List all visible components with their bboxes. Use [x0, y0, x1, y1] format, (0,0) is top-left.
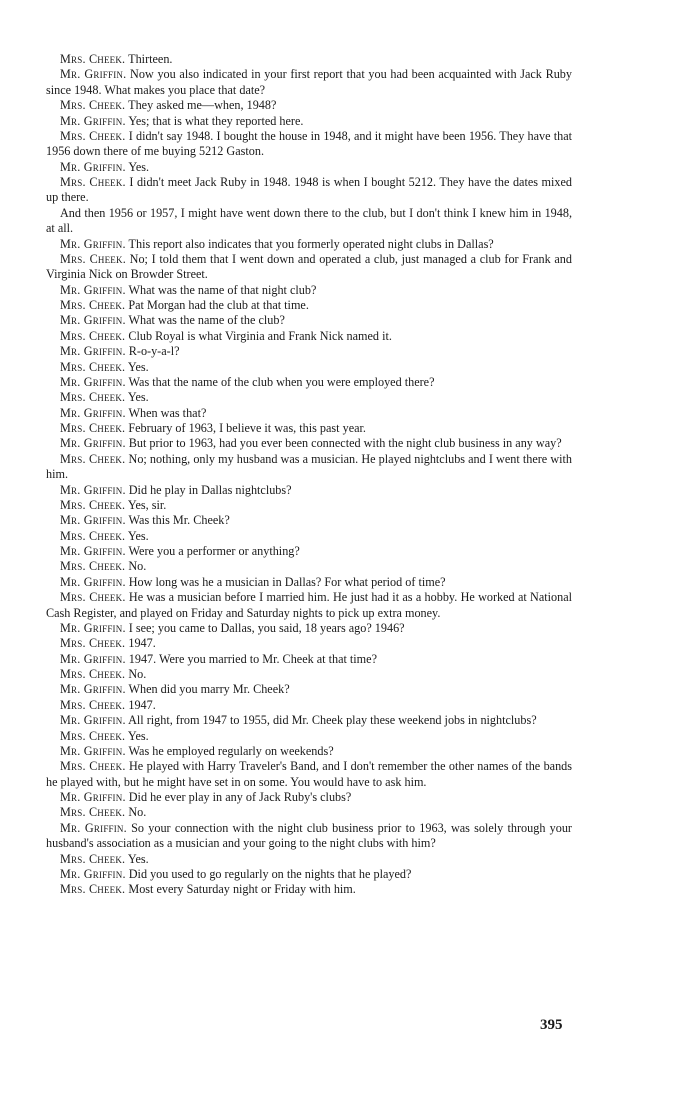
speech-text: Did you used to go regularly on the nights that he played? — [128, 866, 412, 881]
speaker-name: Mr. Griffin. — [60, 713, 126, 728]
transcript-paragraph — [46, 729, 572, 744]
speech-text: But prior to 1963, had you ever been connected with the night club business in any way? — [128, 436, 562, 451]
speech-text: Did he play in Dallas nightclubs? — [128, 482, 292, 497]
speech-text: So your connection with the night club business prior to 1963, was solely through your husband's association as a musician and your going to the night clubs with him? — [46, 820, 572, 851]
speech-text: No. — [128, 559, 147, 574]
transcript-paragraph — [46, 590, 572, 621]
transcript-paragraph — [46, 375, 572, 390]
transcript-paragraph — [46, 237, 572, 252]
transcript-paragraph — [46, 882, 572, 897]
speaker-name: Mrs. Cheek. — [60, 175, 126, 189]
speaker-name: Mr. Griffin. — [60, 67, 127, 82]
speaker-name: Mr. Griffin. — [60, 159, 126, 174]
transcript-paragraph — [46, 698, 572, 713]
speech-text: 1947. — [128, 697, 156, 712]
speaker-name: Mr. Griffin. — [60, 313, 126, 328]
transcript-paragraph — [46, 406, 572, 421]
transcript-paragraph — [46, 114, 572, 129]
transcript-paragraph — [46, 790, 572, 805]
transcript-paragraph — [46, 298, 572, 313]
speaker-name: Mrs. Cheek. — [60, 451, 126, 466]
speaker-name: Mr. Griffin. — [60, 405, 126, 420]
speaker-name: Mr. Griffin. — [60, 790, 126, 804]
transcript-paragraph — [46, 744, 572, 759]
speech-text: R-o-y-a-l? — [128, 344, 180, 359]
speaker-name: Mr. Griffin. — [60, 282, 126, 297]
speaker-name: Mr. Griffin. — [60, 113, 126, 128]
speaker-name: Mr. Griffin. — [60, 513, 126, 528]
transcript-paragraph — [46, 513, 572, 528]
transcript-body — [46, 52, 572, 898]
speaker-name: Mrs. Cheek. — [60, 528, 126, 543]
transcript-paragraph — [46, 52, 572, 67]
transcript-paragraph — [46, 852, 572, 867]
speaker-name: Mr. Griffin. — [60, 374, 126, 389]
speech-text: What was the name of that night club? — [128, 282, 317, 297]
speaker-name: Mr. Griffin. — [60, 820, 127, 835]
transcript-paragraph — [46, 652, 572, 667]
speech-text: No; I told them that I went down and operated a club, just managed a club for Frank and Virginia Nick on Browder Street. — [46, 251, 572, 282]
speaker-name: Mr. Griffin. — [60, 651, 126, 666]
speech-text: Was he employed regularly on weekends? — [128, 743, 334, 758]
transcript-paragraph — [46, 452, 572, 483]
speech-text: What was the name of the club? — [128, 313, 285, 328]
speaker-name: Mrs. Cheek. — [60, 298, 126, 312]
transcript-paragraph — [46, 544, 572, 559]
speech-text: Yes. — [128, 159, 150, 174]
transcript-paragraph — [46, 252, 572, 283]
speaker-name: Mrs. Cheek. — [60, 128, 126, 143]
speech-text: Thirteen. — [128, 52, 173, 66]
transcript-paragraph — [46, 575, 572, 590]
transcript-paragraph — [46, 636, 572, 651]
transcript-paragraph — [46, 313, 572, 328]
speech-text: 1947. Were you married to Mr. Cheek at that time? — [128, 651, 377, 666]
speech-text: Yes; that is what they reported here. — [128, 113, 304, 128]
speech-text: Club Royal is what Virginia and Frank Nick named it. — [128, 328, 392, 343]
speaker-name: Mrs. Cheek. — [60, 328, 126, 343]
transcript-paragraph — [46, 329, 572, 344]
speaker-name: Mrs. Cheek. — [60, 559, 126, 574]
transcript-paragraph — [46, 667, 572, 682]
speaker-name: Mr. Griffin. — [60, 574, 126, 589]
speaker-name: Mrs. Cheek. — [60, 421, 126, 435]
speaker-name: Mrs. Cheek. — [60, 759, 126, 774]
transcript-paragraph — [46, 206, 572, 237]
transcript-paragraph — [46, 713, 572, 728]
speech-text: Yes. — [127, 728, 149, 743]
speech-text: All right, from 1947 to 1955, did Mr. Cheek play these weekend jobs in nightclubs? — [128, 713, 537, 728]
speaker-name: Mr. Griffin. — [60, 743, 126, 758]
speaker-name: Mr. Griffin. — [60, 236, 126, 251]
transcript-paragraph — [46, 421, 572, 436]
speech-text: This report also indicates that you formerly operated night clubs in Dallas? — [128, 236, 494, 251]
transcript-paragraph — [46, 821, 572, 852]
transcript-paragraph — [46, 759, 572, 790]
speaker-name: Mr. Griffin. — [60, 682, 126, 697]
transcript-paragraph — [46, 129, 572, 160]
speaker-name: Mrs. Cheek. — [60, 636, 126, 651]
speaker-name: Mr. Griffin. — [60, 344, 126, 359]
transcript-paragraph — [46, 390, 572, 405]
speaker-name: Mrs. Cheek. — [60, 390, 126, 405]
speech-text: Did he ever play in any of Jack Ruby's clubs? — [128, 790, 352, 804]
speaker-name: Mr. Griffin. — [60, 620, 126, 635]
speaker-name: Mrs. Cheek. — [60, 98, 126, 113]
speech-text: Yes, sir. — [127, 497, 167, 512]
speaker-name: Mrs. Cheek. — [60, 590, 126, 605]
speech-text: No. — [128, 667, 147, 681]
speech-text: No; nothing, only my husband was a musician. He played nightclubs and I went there with him. — [46, 451, 572, 482]
speech-text: They asked me—when, 1948? — [128, 98, 277, 113]
speaker-name: Mr. Griffin. — [60, 866, 126, 881]
speech-text: No. — [128, 805, 147, 820]
speech-text: Yes. — [127, 851, 149, 866]
speaker-name: Mrs. Cheek. — [60, 882, 126, 897]
speaker-name: Mrs. Cheek. — [60, 728, 126, 743]
speaker-name: Mrs. Cheek. — [60, 52, 126, 66]
speech-text: I didn't say 1948. I bought the house in 1948, and it might have been 1956. They have that 1956 down there of me buying 5212 Gaston. — [46, 128, 573, 159]
speech-text: When did you marry Mr. Cheek? — [128, 682, 290, 697]
speaker-name: Mrs. Cheek. — [60, 251, 126, 266]
speech-text: Was that the name of the club when you were employed there? — [128, 374, 435, 389]
speaker-name: Mrs. Cheek. — [60, 667, 126, 681]
transcript-paragraph — [46, 283, 572, 298]
transcript-paragraph — [46, 436, 572, 451]
transcript-paragraph — [46, 98, 572, 113]
transcript-paragraph — [46, 483, 572, 498]
transcript-paragraph — [46, 160, 572, 175]
speech-text: Yes. — [127, 390, 149, 405]
speech-text: How long was he a musician in Dallas? For what period of time? — [128, 574, 446, 589]
transcript-paragraph — [46, 175, 572, 206]
transcript-paragraph — [46, 805, 572, 820]
transcript-paragraph — [46, 498, 572, 513]
page-number: 395 — [540, 1017, 563, 1033]
speaker-name: Mr. Griffin. — [60, 436, 126, 451]
speaker-name: Mrs. Cheek. — [60, 805, 126, 820]
speech-text: Yes. — [127, 359, 149, 374]
transcript-paragraph — [46, 682, 572, 697]
speech-text: Was this Mr. Cheek? — [128, 513, 230, 528]
speech-text: I didn't meet Jack Ruby in 1948. 1948 is when I bought 5212. They have the dates mixed up there. — [46, 175, 573, 205]
speaker-name: Mrs. Cheek. — [60, 359, 126, 374]
speech-text: Now you also indicated in your first report that you had been acquainted with Jack Ruby since 1948. What makes you place that date? — [46, 67, 572, 97]
speech-text: February of 1963, I believe it was, this past year. — [128, 421, 366, 435]
speaker-name: Mrs. Cheek. — [60, 697, 126, 712]
speech-text: He played with Harry Traveler's Band, and I don't remember the other names of the bands he played with, but he might have set in on some. You would have to ask him. — [46, 759, 573, 789]
speech-text: Most every Saturday night or Friday with him. — [128, 882, 356, 897]
speaker-name: Mr. Griffin. — [60, 482, 126, 497]
speech-text: Were you a performer or anything? — [128, 544, 300, 558]
speaker-name: Mr. Griffin. — [60, 544, 126, 558]
transcript-paragraph — [46, 529, 572, 544]
transcript-paragraph — [46, 67, 572, 98]
transcript-paragraph — [46, 559, 572, 574]
speech-text: And then 1956 or 1957, I might have went down there to the club, but I don't think I knew him in 1948, at all. — [46, 205, 572, 236]
transcript-paragraph — [46, 621, 572, 636]
speech-text: He was a musician before I married him. He just had it as a hobby. He worked at National Cash Register, and played on Friday and Saturday nights to pick up extra money. — [46, 590, 573, 620]
speech-text: 1947. — [128, 636, 156, 651]
speaker-name: Mrs. Cheek. — [60, 851, 126, 866]
speech-text: I see; you came to Dallas, you said, 18 years ago? 1946? — [128, 620, 405, 635]
speech-text: Yes. — [127, 528, 149, 543]
transcript-paragraph — [46, 867, 572, 882]
speaker-name: Mrs. Cheek. — [60, 497, 126, 512]
speech-text: Pat Morgan had the club at that time. — [128, 298, 309, 312]
speech-text: When was that? — [128, 405, 207, 420]
transcript-paragraph — [46, 360, 572, 375]
transcript-paragraph — [46, 344, 572, 359]
